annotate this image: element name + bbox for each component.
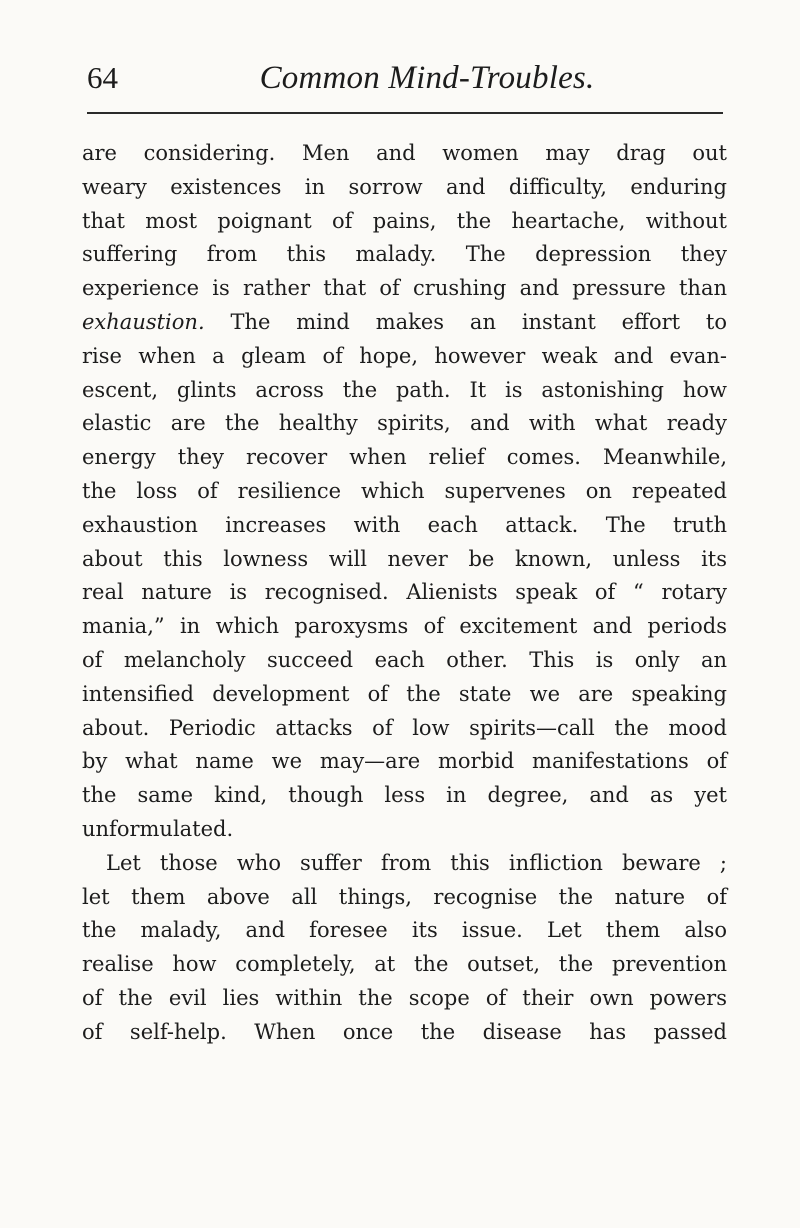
text-line: are considering. Men and women may drag out <box>82 141 727 165</box>
body-text <box>82 137 727 1050</box>
text-line: the same kind, though less in degree, and as yet <box>82 783 727 808</box>
text-line: the malady, and foresee its issue. Let them also <box>82 918 727 943</box>
text-line: escent, glints across the path. It is astonishing how <box>82 377 727 402</box>
text-line: weary existences in sorrow and difficulty, enduring <box>82 174 727 199</box>
text-line: realise how completely, at the outset, the prevention <box>82 952 727 977</box>
italic-word: exhaustion. <box>82 309 205 334</box>
text-line: the loss of resilience which supervenes on repeated <box>82 478 727 503</box>
text-line: exhaustion increases with each attack. The truth <box>82 512 727 537</box>
text-line: experience is rather that of crushing and pressure than <box>82 276 727 301</box>
page-number: 64 <box>87 60 118 95</box>
text-line: about this lowness will never be known, unless its <box>82 546 727 571</box>
text-line: about. Periodic attacks of low spirits—call the mood <box>82 715 727 740</box>
page-header <box>87 58 727 102</box>
text-line: energy they recover when relief comes. Meanwhile, <box>82 445 727 470</box>
text-line: by what name we may—are morbid manifestations of <box>82 749 727 774</box>
text-line: of melancholy succeed each other. This is only an <box>82 647 727 672</box>
text-line: of self-help. When once the disease has passed <box>82 1019 727 1044</box>
text-line: exhaustion. The mind makes an instant effort to <box>82 309 727 334</box>
text-line: elastic are the healthy spirits, and with what ready <box>82 411 727 436</box>
header-rule <box>87 112 723 114</box>
text-line: mania,” in which paroxysms of excitement and periods <box>82 614 727 639</box>
text-line: suffering from this malady. The depression they <box>82 242 727 267</box>
text-line: of the evil lies within the scope of their own powers <box>82 985 727 1010</box>
text-line: rise when a gleam of hope, however weak and evan- <box>82 343 727 368</box>
text-line: Let those who suffer from this infliction beware ; <box>106 850 727 875</box>
text-line: intensified development of the state we are speaking <box>82 681 727 706</box>
text-line: that most poignant of pains, the heartache, without <box>82 208 727 233</box>
text-line: unformulated. <box>82 816 234 841</box>
text-line: real nature is recognised. Alienists speak of “ rotary <box>82 580 727 605</box>
running-head: Common Mind-Troubles. <box>259 60 595 96</box>
text-line: let them above all things, recognise the nature of <box>82 884 727 909</box>
